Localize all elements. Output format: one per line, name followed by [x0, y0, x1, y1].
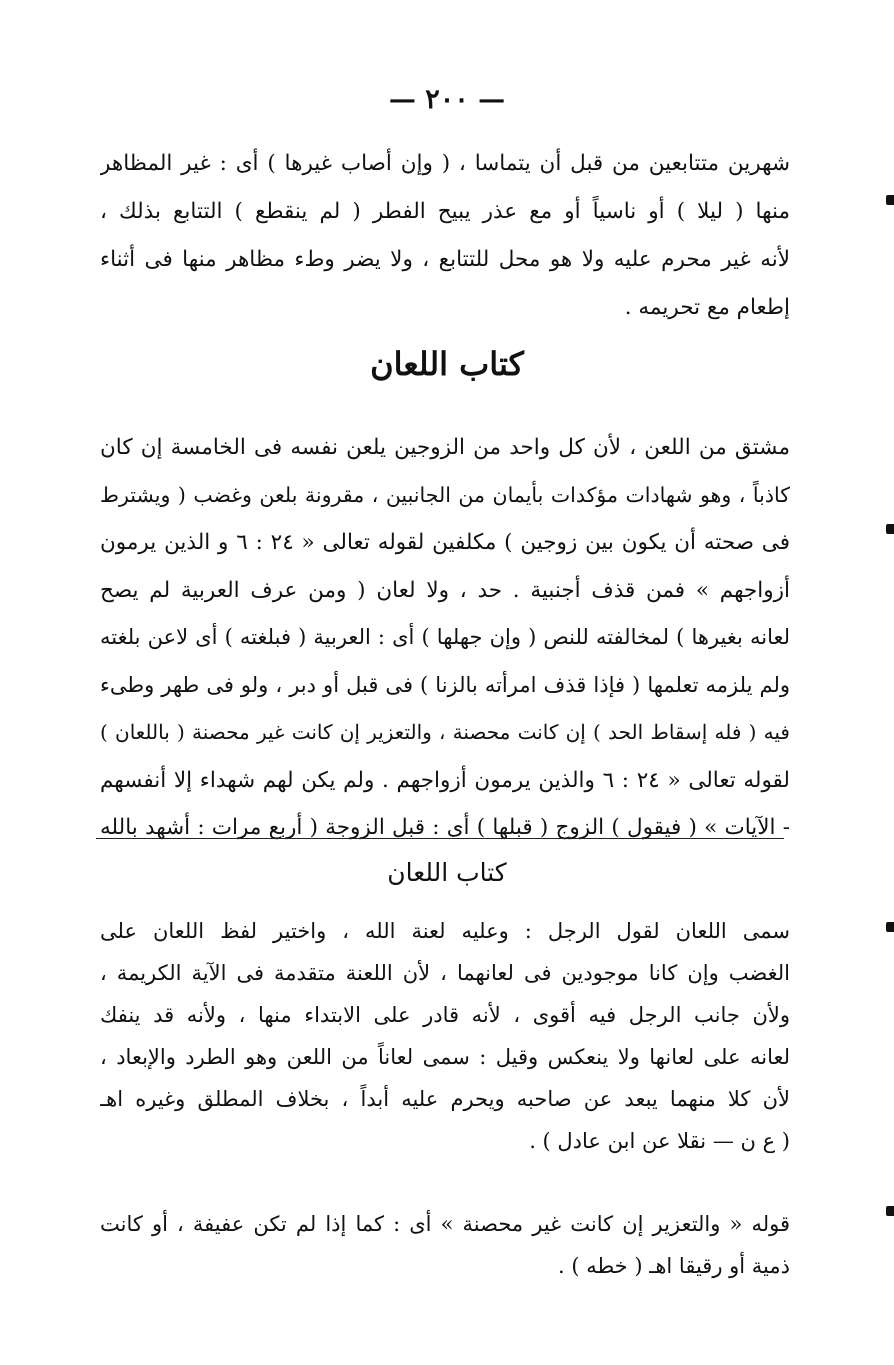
- text-line: لعانه على لعانها ولا ينعكس وقيل : سمى لعاناً من اللعن وهو الطرد والإبعاد ،: [100, 1045, 790, 1069]
- paragraph-main: [100, 424, 790, 852]
- text-line: ( ع ن — نقلا عن ابن عادل ) .: [529, 1129, 790, 1153]
- scan-edge-mark: [886, 1206, 894, 1216]
- text-line: كاذباً ، وهو شهادات مؤكدات بأيمان من الجانبين ، مقرونة بلعن وغضب ( ويشترط: [100, 482, 790, 507]
- text-line: لأنه غير محرم عليه ولا هو محل للتتابع ، ولا يضر وطء مظاهر منها فى أثناء: [100, 247, 790, 272]
- text-line: الغضب وإن كانا موجودين فى لعانهما ، لأن اللعنة متقدمة فى الآية الكريمة ،: [100, 961, 790, 985]
- text-line: ولأن جانب الرجل فيه أقوى ، لأنه قادر على الابتداء منها ، ولأنه قد ينفك: [100, 1003, 790, 1027]
- text-line: فيه ( فله إسقاط الحد ) إن كانت محصنة ، والتعزير إن كانت غير محصنة ( باللعان ): [100, 720, 790, 744]
- text-line: لقوله تعالى « ٢٤ : ٦ والذين يرمون أزواجهم . ولم يكن لهم شهداء إلا أنفسهم: [100, 767, 790, 793]
- paragraph-top: [100, 140, 790, 332]
- page-number: — ٢٠٠ —: [388, 84, 506, 115]
- footnote-2: [100, 1203, 790, 1287]
- footnote-1: [100, 910, 790, 1162]
- text-line: سمى اللعان لقول الرجل : وعليه لعنة الله ، واختير لفظ اللعان على: [100, 919, 790, 943]
- text-line: شهرين متتابعين من قبل أن يتماسا ، ( وإن أصاب غيرها ) أى : غير المظاهر: [100, 151, 790, 176]
- chapter-heading: كتاب اللعان: [370, 345, 524, 383]
- scan-edge-mark: [886, 195, 894, 205]
- scan-edge-mark: [886, 524, 894, 534]
- text-line: مشتق من اللعن ، لأن كل واحد من الزوجين يلعن نفسه فى الخامسة إن كان: [100, 435, 790, 460]
- text-line: فى صحته أن يكون بين زوجين ) مكلفين لقوله تعالى « ٢٤ : ٦ و الذين يرمون: [100, 530, 790, 555]
- text-line: إطعام مع تحريمه .: [624, 295, 790, 320]
- footnote-divider: [96, 838, 784, 839]
- text-line: ذمية أو رقيقا اهـ ( خطه ) .: [557, 1254, 790, 1278]
- text-line: أزواجهم » فمن قذف أجنبية . حد ، ولا لعان ( ومن عرف العربية لم يصح: [100, 577, 790, 603]
- text-line: ولم يلزمه تعلمها ( فإذا قذف امرأته بالزنا ) فى قبل أو دبر ، ولو فى طهر وطىء: [100, 672, 790, 697]
- text-line: - الآيات » ( فيقول ) الزوج ( قبلها ) أى : قبل الزوجة ( أربع مرات : أشهد بالله: [100, 815, 790, 840]
- text-line: قوله « والتعزير إن كانت غير محصنة » أى : كما إذا لم تكن عفيفة ، أو كانت: [100, 1212, 790, 1236]
- scan-edge-mark: [886, 922, 894, 932]
- text-line: لأن كلا منهما يبعد عن صاحبه ويحرم عليه أبداً ، بخلاف المطلق وغيره اهـ: [100, 1087, 790, 1111]
- text-line: منها ( ليلا ) أو ناسياً أو مع عذر يبيح الفطر ( لم ينقطع ) التتابع بذلك ،: [100, 199, 790, 224]
- footnote-heading: كتاب اللعان: [387, 858, 507, 887]
- text-line: لعانه بغيرها ) لمخالفته للنص ( وإن جهلها ) أى : العربية ( فبلغته ) أى لاعن بلغته: [100, 625, 790, 649]
